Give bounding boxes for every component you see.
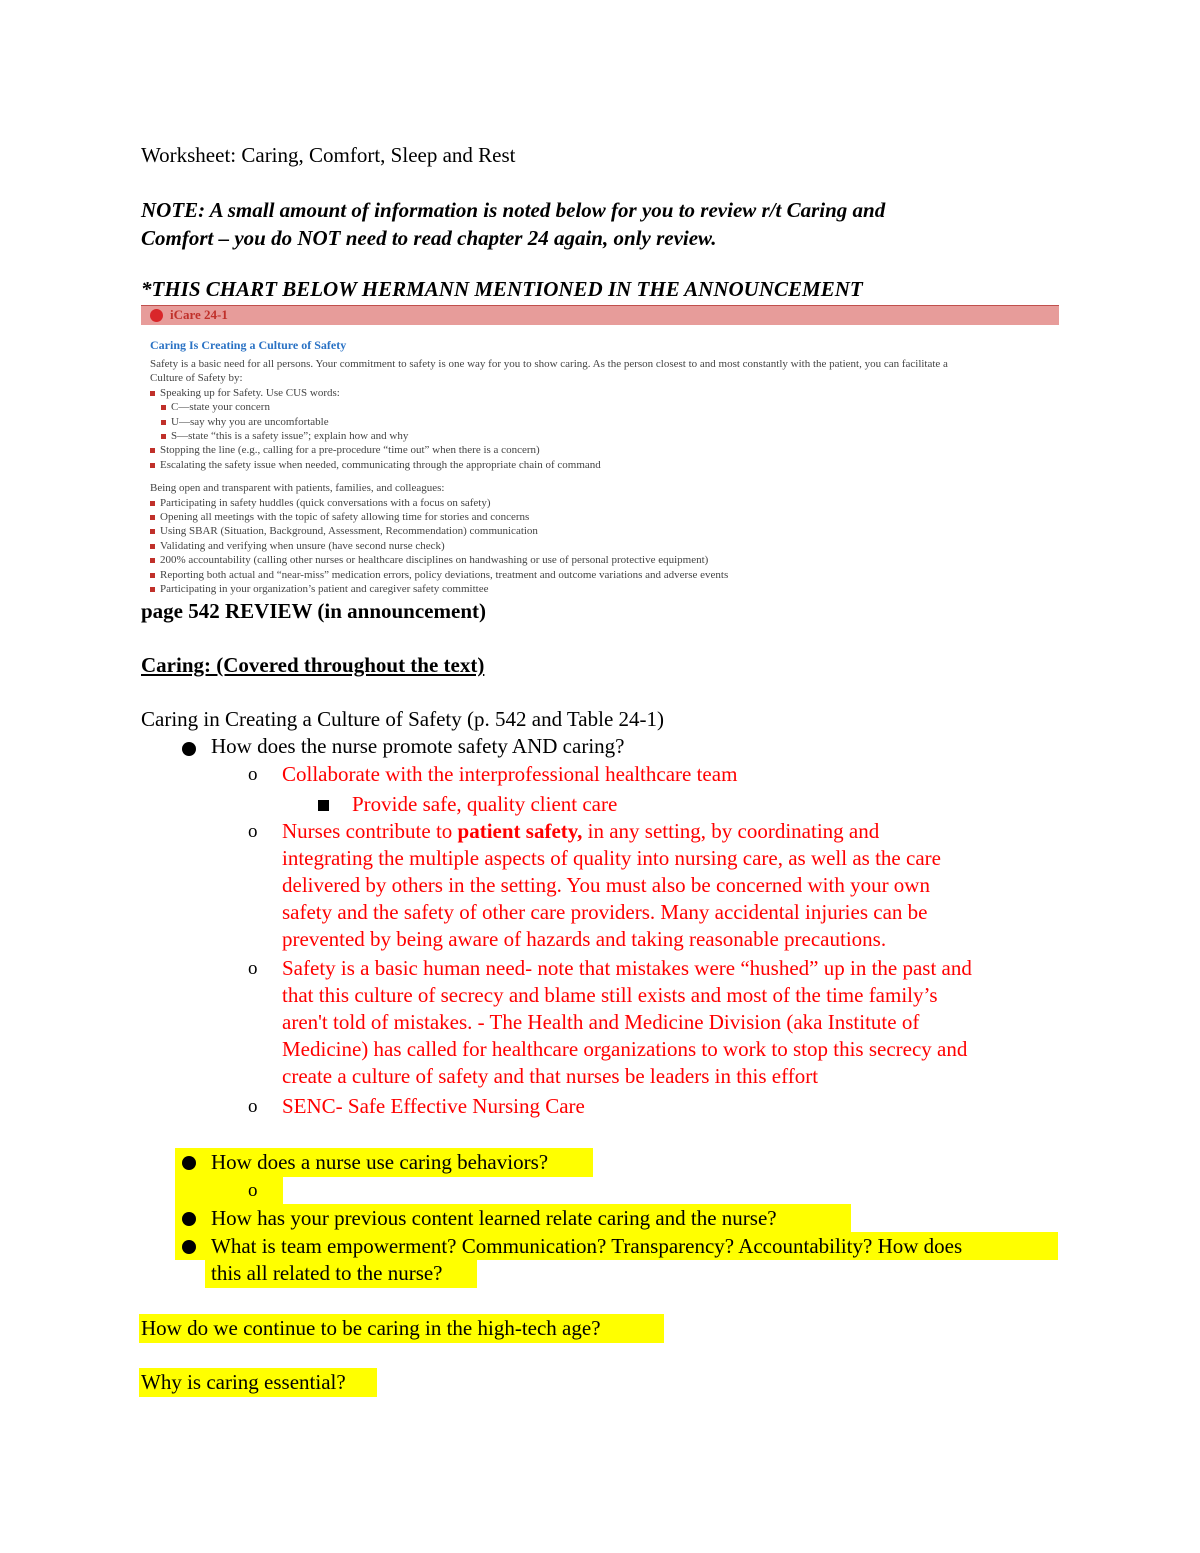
question-3: How has your previous content learned relate caring and the nurse? bbox=[182, 1205, 777, 1232]
disc-bullet-icon bbox=[182, 742, 196, 756]
icare-label: iCare 24-1 bbox=[170, 307, 228, 322]
icare-para-2: Being open and transparent with patients, families, and colleagues: bbox=[150, 482, 445, 495]
icare-intro-1: Safety is a basic need for all persons. Your commitment to safety is one way for you to show caring. As the person closest to and most constantly with the patient, you can facilitate a bbox=[150, 358, 948, 370]
square-bullet-icon bbox=[150, 448, 155, 453]
square-bullet-icon bbox=[161, 434, 166, 439]
list-item: Speaking up for Safety. Use CUS words: bbox=[150, 386, 1055, 400]
disc-bullet-icon bbox=[182, 1212, 196, 1226]
icare-subtitle: Caring Is Creating a Culture of Safety bbox=[150, 338, 347, 352]
question-4: What is team empowerment? Communication? Transparency? Accountability? How does this all related to the nurse? bbox=[182, 1233, 962, 1287]
list-item: Participating in safety huddles (quick conversations with a focus on safety) bbox=[150, 496, 1055, 510]
note-line-1: NOTE: A small amount of information is noted below for you to review r/t Caring and bbox=[141, 198, 886, 222]
square-bullet-icon bbox=[150, 587, 155, 592]
icare-box-image bbox=[141, 305, 1059, 595]
question-5: How do we continue to be caring in the high-tech age? bbox=[141, 1316, 601, 1340]
chart-heading: *THIS CHART BELOW HERMANN MENTIONED IN THE ANNOUNCEMENT bbox=[141, 277, 863, 301]
question-6: Why is caring essential? bbox=[141, 1370, 346, 1394]
note-paragraph bbox=[141, 196, 1041, 252]
disc-bullet-icon bbox=[182, 1156, 196, 1170]
list-item: 200% accountability (calling other nurses or healthcare disciplines on handwashing or use of personal protective equipment) bbox=[150, 553, 1055, 567]
square-bullet-icon bbox=[161, 405, 166, 410]
worksheet-title: Worksheet: Caring, Comfort, Sleep and Rest bbox=[141, 143, 516, 167]
list-item: S—state “this is a safety issue”; explain how and why bbox=[150, 429, 1055, 443]
circle-bullet-icon: o bbox=[248, 1180, 258, 1201]
list-item: C—state your concern bbox=[150, 400, 1055, 414]
review-line: page 542 REVIEW (in announcement) bbox=[141, 599, 486, 623]
note-line-2: Comfort – you do NOT need to read chapter 24 again, only review. bbox=[141, 226, 717, 250]
square-bullet-icon bbox=[150, 515, 155, 520]
caring-heading: Caring: (Covered throughout the text) bbox=[141, 653, 485, 677]
icare-intro-2: Culture of Safety by: bbox=[150, 372, 243, 385]
list-item bbox=[248, 1176, 258, 1204]
list-item: Opening all meetings with the topic of safety allowing time for stories and concerns bbox=[150, 510, 1055, 524]
list-item: Participating in your organization’s patient and caregiver safety committee bbox=[150, 582, 1055, 596]
list-item: U—say why you are uncomfortable bbox=[150, 415, 1055, 429]
apple-icon bbox=[150, 309, 163, 322]
icare-body bbox=[150, 357, 1055, 597]
square-bullet-icon bbox=[150, 391, 155, 396]
circle-bullet-icon: o bbox=[248, 958, 258, 979]
square-bullet-icon bbox=[150, 501, 155, 506]
list-item: Escalating the safety issue when needed, communicating through the appropriate chain of command bbox=[150, 458, 1055, 472]
circle-bullet-icon: o bbox=[248, 821, 258, 842]
icare-header-bar bbox=[141, 305, 1059, 325]
square-bullet-icon bbox=[150, 529, 155, 534]
square-bullet-icon bbox=[150, 573, 155, 578]
square-bullet-icon bbox=[150, 558, 155, 563]
square-bullet-icon bbox=[161, 420, 166, 425]
square-bullet-icon bbox=[150, 544, 155, 549]
square-bullet-icon bbox=[150, 463, 155, 468]
square-bullet-icon bbox=[318, 800, 329, 811]
document-page: Worksheet: Caring, Comfort, Sleep and Rest NOTE: A small amount of information is noted below for you to review r/t Caring and Comfort – you do NOT need to read chapter 24 again, only review. *THIS CHART BELOW HERMANN MENTIONED IN THE ANNOUNCEMENT iCare 24-1 Caring Is Creating a Culture of Safety Safety is a basic need for all persons. Your commitment to safety is one way for you to show caring. As the person closest to and most constantly with the patient, you can facilitate a Culture of Safety by: Speaking up for Safety. Use CUS words: C—state your concern U—say why you are uncomfortable S—state “this is a safety issue”; explain how and why Stopping the line (e.g., calling for a pre-procedure “time out” when there is a concern) Escalating the safety issue when needed, communicating through the appropriate chain of command Being open and transparent with patients, families, and colleagues: Participating in safety huddles (quick conversations with a focus on safety) Opening all meetings with the topic of safety allowing time for stories and concerns Using SBAR (Situation, Background, Assessment, Recommendation) communication Validating and verifying when unsure (have second nurse check) 200% accountability (calling other nurses or healthcare disciplines on handwashing or use of personal protective equipment) Reporting both actual and “near-miss” medication errors, policy deviations, treatment and outcome variations and adverse events Participating in your organization’s patient and caregiver safety committee page 542 REVIEW (in announcement) Caring: (Covered throughout the text) Caring in Creating a Culture of Safety (p. 542 and Table 24-1) How does the nurse promote safety AND caring? o Collaborate with the interprofessional healthcare team Provide safe, quality client care o Nurses contribute to patient safety, in any setting, by coordinating and integrating the multiple aspects of quality into nursing care, as well as the care delivered by others in the setting. You must also be concerned with your own safety and the safety of other care providers. Many accidental injuries can be prevented by being aware of hazards and taking reasonable precautions. o Safety is a basic human need- note that mistakes were “hushed” up in the past and that this culture of secrecy and blame still exists and most of the time family’s aren't told of mistakes. - The Health and Medicine Division (aka Institute of Medicine) has called for healthcare organizations to work to stop this secrecy and create a culture of safety and that nurses be leaders in this effort o SENC- Safe Effective Nursing Care How does a nurse use caring behaviors? o How has your previous content learned relate caring and the nurse? What is team empowerment? Communication? Transparency? Accountability? How does this all related to the nurse? How do we continue to be caring in the high-tech age? Why is caring essential? bbox=[0, 0, 1200, 1553]
list-item: Reporting both actual and “near-miss” medication errors, policy deviations, treatment and outcome variations and adverse events bbox=[150, 568, 1055, 582]
list-item: Stopping the line (e.g., calling for a pre-procedure “time out” when there is a concern) bbox=[150, 443, 1055, 457]
culture-line: Caring in Creating a Culture of Safety (p. 542 and Table 24-1) bbox=[141, 707, 665, 731]
circle-bullet-icon: o bbox=[248, 764, 258, 785]
disc-bullet-icon bbox=[182, 1240, 196, 1254]
question-2: How does a nurse use caring behaviors? bbox=[182, 1149, 548, 1176]
question-1: How does the nurse promote safety AND caring? bbox=[182, 734, 624, 759]
list-item: Validating and verifying when unsure (have second nurse check) bbox=[150, 539, 1055, 553]
circle-bullet-icon: o bbox=[248, 1096, 258, 1117]
list-item: Using SBAR (Situation, Background, Assessment, Recommendation) communication bbox=[150, 524, 1055, 538]
